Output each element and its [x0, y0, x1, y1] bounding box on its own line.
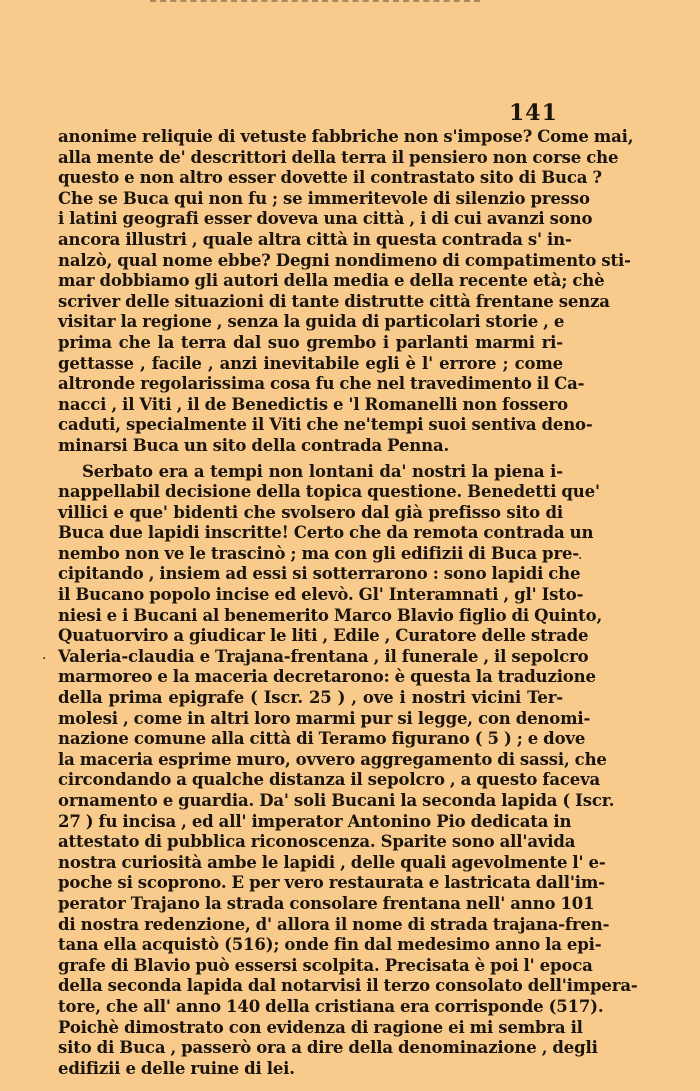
- top-edge-rule: [150, 0, 480, 8]
- text-line: il Bucano popolo incise ed elevò. Gl' Interamnati , gl' Isto-: [58, 585, 584, 605]
- paragraph: [58, 127, 634, 457]
- paragraph: [58, 461, 638, 1080]
- text-line: nappellabil decisione della topica questione. Benedetti que': [58, 482, 600, 502]
- text-line: Poichè dimostrato con evidenza di ragione ei mi sembra il: [58, 1017, 583, 1037]
- text-line: di nostra redenzione, d' allora il nome di strada trajana-fren-: [58, 914, 610, 934]
- text-line: tana ella acquistò (516); onde fin dal medesimo anno la epi-: [58, 935, 602, 955]
- text-line: alla mente de' descrittori della terra il pensiero non corse che: [58, 147, 619, 167]
- text-line: edifizii e delle ruine di lei.: [58, 1058, 295, 1078]
- text-line: minarsi Buca un sito della contrada Penna.: [58, 435, 450, 455]
- text-line: nacci , il Viti , il de Benedictis e 'l Romanelli non fossero: [58, 394, 568, 414]
- text-line: nostra curiosità ambe le lapidi , delle quali agevolmente l' e-: [58, 852, 606, 872]
- text-line: marmoreo e la maceria decretarono: è questa la traduzione: [58, 667, 596, 687]
- text-line: altronde regolarissima cosa fu che nel travedimento il Ca-: [58, 374, 585, 394]
- text-line: Quatuorviro a giudicar le liti , Edile , Curatore delle strade: [58, 626, 589, 646]
- text-line: prima che la terra dal suo grembo i parlanti marmi ri-: [58, 332, 563, 352]
- text-line: nazione comune alla città di Teramo figurano ( 5 ) ; e dove: [58, 729, 586, 749]
- text-line: cipitando , insiem ad essi si sotterrarono : sono lapidi che: [58, 564, 581, 584]
- text-line: grafe di Blavio può essersi scolpita. Precisata è poi l' epoca: [58, 955, 593, 975]
- text-line: circondando a qualche distanza il sepolcro , a questo faceva: [58, 770, 601, 790]
- margin-dot: ·: [42, 651, 47, 667]
- text-line: ancora illustri , quale altra città in questa contrada s' in-: [58, 229, 572, 249]
- margin-dot: ·: [578, 551, 583, 567]
- text-line: la maceria esprime muro, ovvero aggregamento di sassi, che: [58, 749, 607, 769]
- text-line: ornamento e guardia. Da' soli Bucani la seconda lapida ( Iscr.: [58, 791, 615, 810]
- page-number: 141: [509, 100, 558, 126]
- text-line: mar dobbiamo gli autori della media e della recente età; chè: [58, 271, 605, 291]
- text-line: villici e que' bidenti che svolsero dal già prefisso sito di: [58, 502, 563, 522]
- text-line: nalzò, qual nome ebbe? Degni nondimeno di compatimento sti-: [58, 250, 631, 270]
- text-line: tore, che all' anno 140 della cristiana era corrisponde (517).: [58, 996, 604, 1016]
- text-line: della seconda lapida dal notarvisi il terzo consolato dell'impera-: [58, 976, 638, 996]
- text-line: perator Trajano la strada consolare frentana nell' anno 101: [58, 893, 595, 913]
- text-line: sito di Buca , passerò ora a dire della denominazione , degli: [58, 1038, 598, 1058]
- text-line: scriver delle situazioni di tante distrutte città frentane senza: [58, 291, 610, 311]
- text-line: Buca due lapidi inscritte! Certo che da remota contrada un: [58, 523, 594, 543]
- text-line: poche si scoprono. E per vero restaurata e lastricata dall'im-: [58, 873, 605, 893]
- text-line: caduti, specialmente il Viti che ne'tempi suoi sentiva deno-: [58, 415, 593, 435]
- text-line: Che se Buca qui non fu ; se immeritevole di silenzio presso: [58, 188, 590, 208]
- text-line: anonime reliquie di vetuste fabbriche non s'impose? Come mai,: [58, 127, 634, 146]
- text-line: molesi , come in altri loro marmi pur si legge, con denomi-: [58, 708, 591, 728]
- text-line: attestato di pubblica riconoscenza. Sparite sono all'avida: [58, 832, 576, 852]
- text-line: visitar la regione , senza la guida di particolari storie , e: [58, 312, 565, 332]
- text-line: niesi e i Bucani al benemerito Marco Blavio figlio di Quinto,: [58, 605, 603, 625]
- text-line: i latini geografi esser doveva una città , i di cui avanzi sono: [58, 209, 593, 229]
- text-line: Serbato era a tempi non lontani da' nostri la piena i-: [82, 461, 563, 481]
- text-line: gettasse , facile , anzi inevitabile egli è l' errore ; come: [58, 353, 563, 373]
- text-line: della prima epigrafe ( Iscr. 25 ) , ove i nostri vicini Ter-: [58, 688, 563, 708]
- text-line: Valeria-claudia e Trajana-frentana , il funerale , il sepolcro: [58, 646, 589, 666]
- text-line: 27 ) fu incisa , ed all' imperator Antonino Pio dedicata in: [58, 811, 572, 831]
- body-text: [58, 127, 638, 1079]
- text-line: nembo non ve le trascinò ; ma con gli edifizii di Buca pre-: [58, 543, 580, 563]
- text-line: questo e non altro esser dovette il contrastato sito di Buca ?: [58, 168, 602, 188]
